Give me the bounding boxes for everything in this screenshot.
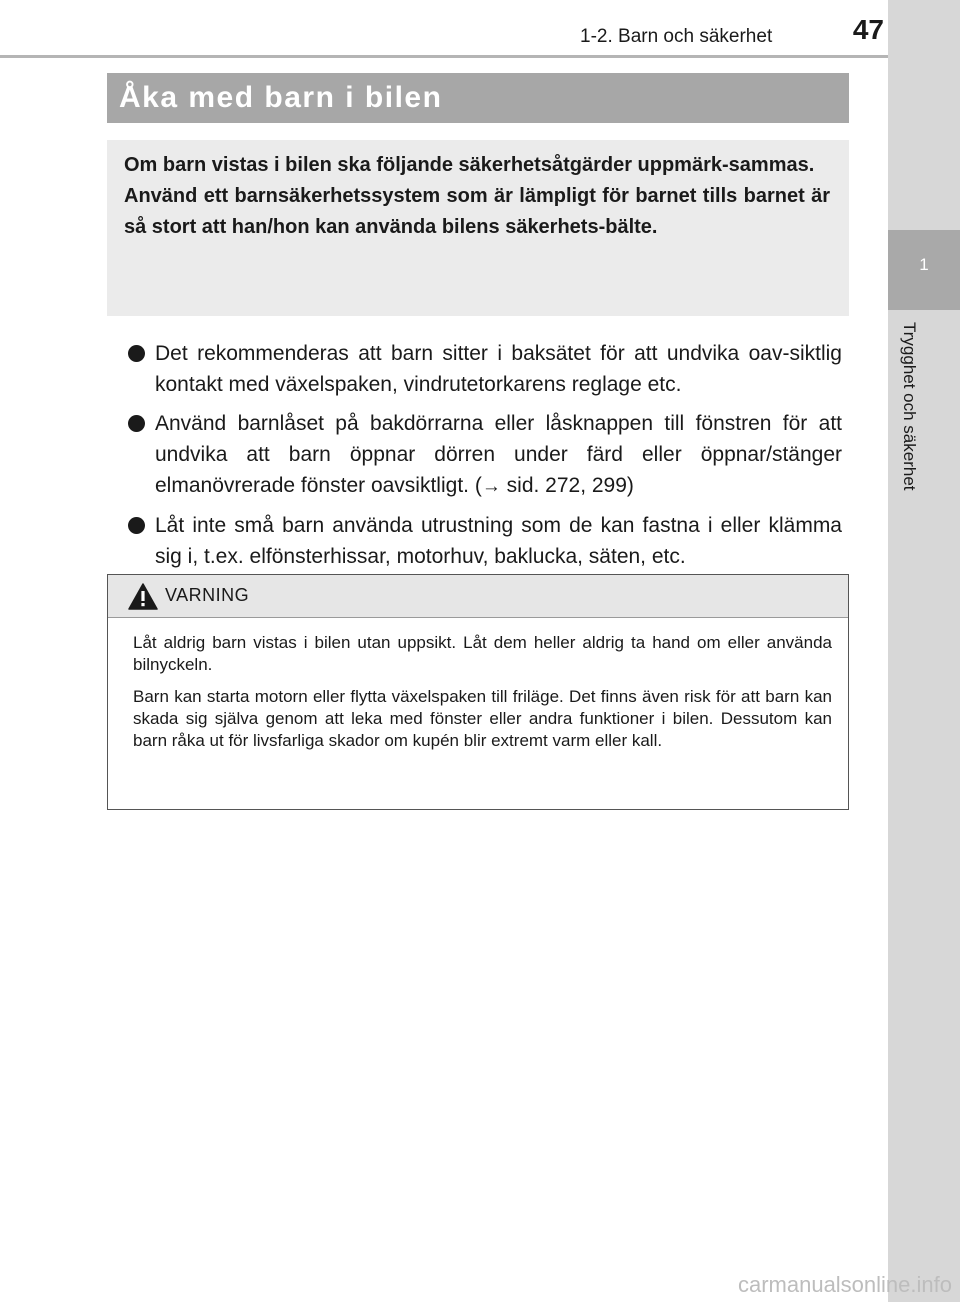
header-divider [0, 55, 888, 58]
intro-sentence: Om barn vistas i bilen ska följande säkerhetsåtgärder uppmärk-sammas. [124, 154, 815, 176]
bullet-text-part: Använd barnlåset på bakdörrarna eller låsknappen till fönstren för att undvika att barn öppnar dörren under färd eller öppnar/stänger elmanövrerade fönster oavsiktligt. ( [155, 412, 842, 497]
chapter-sidebar [888, 0, 960, 1302]
page-title: Åka med barn i bilen [119, 81, 443, 114]
chapter-title: Trygghet och säkerhet [900, 322, 919, 491]
warning-paragraph: Barn kan starta motorn eller flytta växelspaken till friläge. Det finns även risk för att barn kan skada sig själva genom att leka med fönster eller andra funktioner i bilen. Dessutom kan barn råka ut för livsfarliga skador om kupén blir extremt varm eller kall. [133, 687, 832, 750]
bullet-list [128, 338, 842, 580]
warning-paragraph: Låt aldrig barn vistas i bilen utan uppsikt. Låt dem heller aldrig ta hand om eller använda bilnyckeln. [133, 633, 832, 674]
warning-body [133, 632, 832, 762]
intro-sentence: Använd ett barnsäkerhetssystem som är lämpligt för barnet tills barnet är så stort att han/hon kan använda bilens säkerhets-bälte. [124, 185, 830, 238]
bullet-text: Det rekommenderas att barn sitter i baksätet för att undvika oav-siktlig kontakt med växelspaken, vindrutetorkarens reglage etc. [155, 342, 842, 396]
chapter-number: 1 [919, 255, 929, 274]
warning-header [108, 575, 848, 618]
intro-text [124, 150, 830, 243]
list-item [128, 338, 842, 400]
bullet-text [155, 408, 842, 502]
bullet-text: Låt inte små barn använda utrustning som de kan fastna i eller klämma sig i, t.ex. elfönsterhissar, motorhuv, baklucka, säten, etc. [155, 514, 842, 568]
warning-box [107, 574, 849, 810]
list-item [128, 510, 842, 572]
intro-box [107, 140, 849, 316]
arrow-right-icon: → [481, 476, 501, 497]
bullet-dot-icon [128, 415, 145, 432]
section-header: 1-2. Barn och säkerhet [580, 26, 773, 47]
title-banner [107, 73, 849, 123]
bullet-dot-icon [128, 517, 145, 534]
page-reference: sid. 272, 299) [500, 474, 634, 497]
warning-triangle-icon [128, 583, 158, 610]
list-item [128, 408, 842, 502]
watermark: carmanualsonline.info [737, 1272, 952, 1297]
page-number: 47 [852, 14, 884, 45]
bullet-dot-icon [128, 345, 145, 362]
warning-label: VARNING [165, 585, 250, 605]
